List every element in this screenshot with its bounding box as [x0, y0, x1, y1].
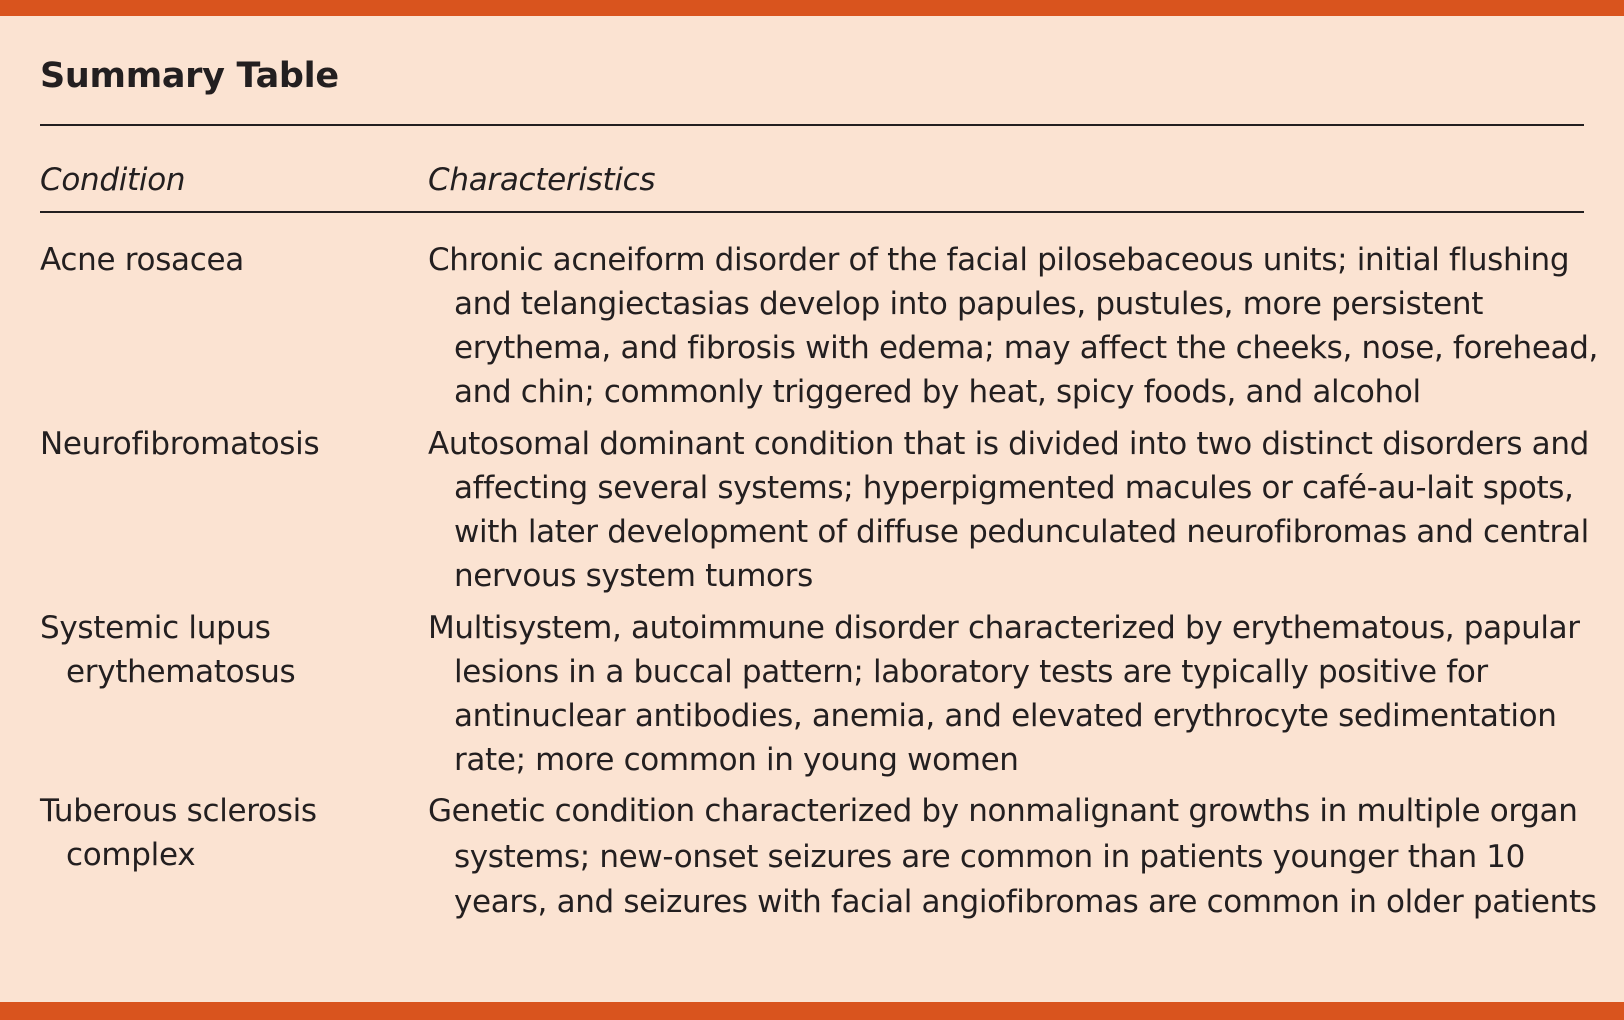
header-rule: [40, 211, 1584, 213]
characteristics-cell: Genetic condition characterized by nonmalignant growths in multiple organ systems; new-onset seizures are common in patients younger than 10 years, and seizures with facial angiofibromas are common in older patients: [428, 793, 1597, 920]
title-rule: [40, 124, 1584, 126]
characteristics-cell: Multisystem, autoimmune disorder characterized by erythematous, papular lesions in a buccal pattern; laboratory tests are typically positive for antinuclear antibodies, anemia, and elevated erythrocyte sedimentation rate; more common in young women: [428, 610, 1580, 778]
characteristics-cell: Autosomal dominant condition that is divided into two distinct disorders and affecting several systems; hyperpigmented macules or café-au-lait spots, with later development of diffuse pedunculated neurofibromas and central nervous system tumors: [428, 426, 1589, 594]
column-header-condition: Condition: [40, 162, 186, 198]
condition-cell: Neurofibromatosis: [40, 426, 320, 462]
condition-cell: Tuberous sclerosis complex: [40, 793, 317, 873]
table-title: Summary Table: [40, 56, 339, 96]
condition-cell: Systemic lupus erythematosus: [40, 610, 296, 690]
column-header-characteristics: Characteristics: [428, 162, 656, 198]
condition-cell: Acne rosacea: [40, 242, 244, 278]
top-accent-bar: [0, 0, 1624, 16]
characteristics-cell: Chronic acneiform disorder of the facial pilosebaceous units; initial flushing and telangiectasias develop into papules, pustules, more persistent erythema, and fibrosis with edema; may affect the cheeks, nose, forehead, and chin; commonly triggered by heat, spicy foods, and alcohol: [428, 242, 1599, 410]
bottom-accent-bar: [0, 1002, 1624, 1020]
